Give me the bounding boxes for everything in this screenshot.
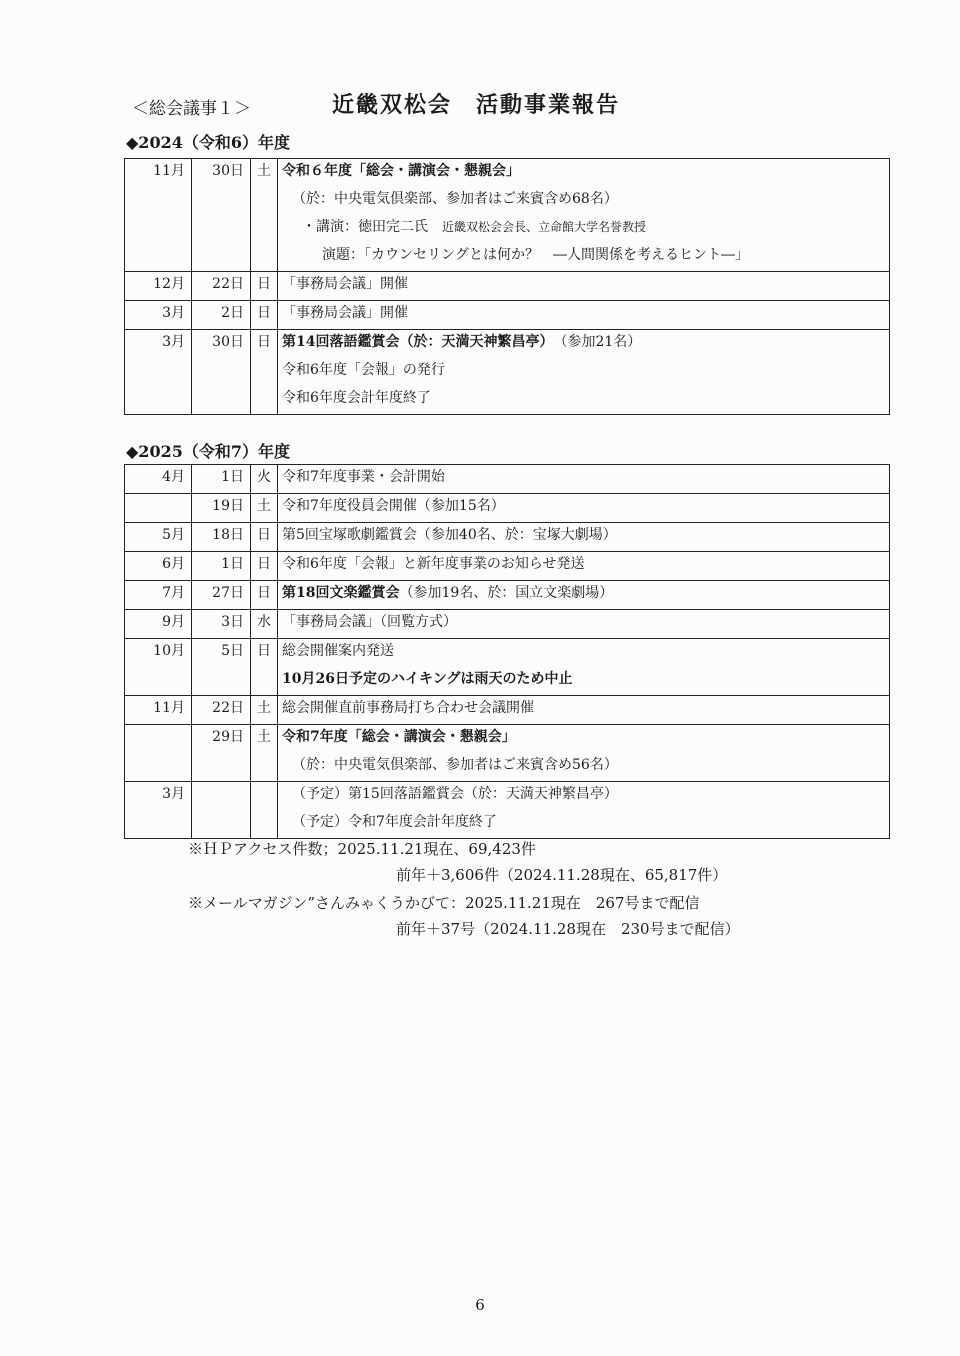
table-row [125,581,890,610]
weekday-cell: 日 [257,643,271,659]
weekday-cell: 日 [257,556,271,572]
agenda-label: ＜総会議事１＞ [132,99,251,119]
event-line: 令和7年度事業・会計開始 [282,469,445,485]
day-cell: 2日 [221,305,244,321]
event-line: 「事務局会議」開催 [282,276,408,292]
mail-magazine-delta: 前年＋37号（2024.11.28現在 230号まで配信） [396,920,740,938]
table-row [125,465,890,494]
table-row [125,159,890,272]
weekday-cell: 日 [257,276,271,292]
day-cell: 1日 [221,469,244,485]
lecturer-text: ・講演：徳田完二氏 [302,219,428,235]
event-line: 令和7年度「総会・講演会・懇親会」 [282,729,516,745]
weekday-cell: 土 [257,163,271,179]
weekday-cell: 日 [257,585,271,601]
event-line [278,581,889,609]
day-cell: 3日 [221,614,244,630]
year-heading-2024: ◆2024（令和6）年度 [126,133,290,152]
event-line: 令和6年度会計年度終了 [282,390,431,406]
event-line [278,330,889,358]
month-cell: 6月 [162,556,185,572]
month-cell: 7月 [162,585,185,601]
day-cell: 19日 [212,498,244,514]
rakugo-event: 第14回落語鑑賞会（於：天満天神繁昌亭） [282,334,547,350]
event-line: （予定）第15回落語鑑賞会（於：天満天神繁昌亭） [292,786,618,802]
day-cell: 30日 [212,334,244,350]
document-header [132,88,832,124]
month-cell: 3月 [162,334,185,350]
month-cell: 10月 [153,643,185,659]
weekday-cell: 日 [257,527,271,543]
event-line [278,215,889,243]
page-number: 6 [475,1296,485,1314]
event-line: 令和６年度「総会・講演会・懇親会」 [282,163,520,179]
table-row [125,782,890,839]
day-cell: 27日 [212,585,244,601]
day-cell: 29日 [212,729,244,745]
table-row [125,552,890,581]
event-line: 令和7年度役員会開催（参加15名） [282,498,505,514]
day-cell: 18日 [212,527,244,543]
weekday-cell: 水 [257,614,271,630]
table-row [125,272,890,301]
day-cell: 5日 [221,643,244,659]
event-line: 演題：「カウンセリングとは何か？ ―人間関係を考えるヒント―」 [322,247,749,263]
event-line: （於：中央電気倶楽部、参加者はご来賓含め68名） [292,191,618,207]
bunraku-event: 第18回文楽鑑賞会 [282,585,400,601]
weekday-cell: 土 [257,729,271,745]
table-row [125,610,890,639]
day-cell: 30日 [212,163,244,179]
month-cell: 9月 [162,614,185,630]
event-line: 令和6年度「会報」の発行 [282,362,445,378]
event-line: 第5回宝塚歌劇鑑賞会（参加40名、於：宝塚大劇場） [282,527,617,543]
event-line: 総会開催直前事務局打ち合わせ会議開催 [282,700,534,716]
table-row [125,725,890,782]
event-line: （於：中央電気倶楽部、参加者はご来賓含め56名） [292,757,618,773]
schedule-table-2025 [124,464,890,839]
year-heading-2025: ◆2025（令和7）年度 [126,442,290,461]
event-line: 「事務局会議」（回覧方式） [282,614,457,630]
month-cell [125,494,185,522]
day-cell [192,782,244,810]
day-cell: 1日 [221,556,244,572]
weekday-cell: 土 [257,498,271,514]
weekday-cell: 日 [257,334,271,350]
day-cell: 22日 [212,700,244,716]
page-title: 近畿双松会 活動事業報告 [332,92,621,118]
weekday-cell: 日 [257,305,271,321]
month-cell: 11月 [153,700,185,716]
month-cell: 4月 [162,469,185,485]
table-row [125,330,890,415]
participants: （参加21名） [560,334,642,350]
month-cell: 12月 [153,276,185,292]
participants: （参加19名、於：国立文楽劇場） [399,585,614,601]
event-line: 令和6年度「会報」と新年度事業のお知らせ発送 [282,556,585,572]
weekday-cell [251,782,277,810]
table-row [125,494,890,523]
weekday-cell: 土 [257,700,271,716]
month-cell [125,725,185,753]
month-cell: 11月 [153,163,185,179]
schedule-table-2024 [124,158,890,415]
table-row [125,523,890,552]
month-cell: 3月 [162,305,185,321]
table-row [125,696,890,725]
event-line: （予定）令和7年度会計年度終了 [292,814,497,830]
table-row [125,301,890,330]
event-line: 10月26日予定のハイキングは雨天のため中止 [282,671,573,687]
month-cell: 3月 [162,786,185,802]
hp-access-note: ※ＨＰアクセス件数；2025.11.21現在、69,423件 [188,840,536,858]
table-row [125,639,890,696]
weekday-cell: 火 [257,469,271,485]
hp-access-delta: 前年＋3,606件（2024.11.28現在、65,817件） [396,866,728,884]
event-line: 「事務局会議」開催 [282,305,408,321]
mail-magazine-note: ※メールマガジン”さんみゃくうかびて：2025.11.21現在 267号まで配信 [188,894,700,912]
event-line: 総会開催案内発送 [282,643,394,659]
lecturer-title: 近畿双松会会長、立命館大学名誉教授 [442,220,647,234]
month-cell: 5月 [162,527,185,543]
day-cell: 22日 [212,276,244,292]
